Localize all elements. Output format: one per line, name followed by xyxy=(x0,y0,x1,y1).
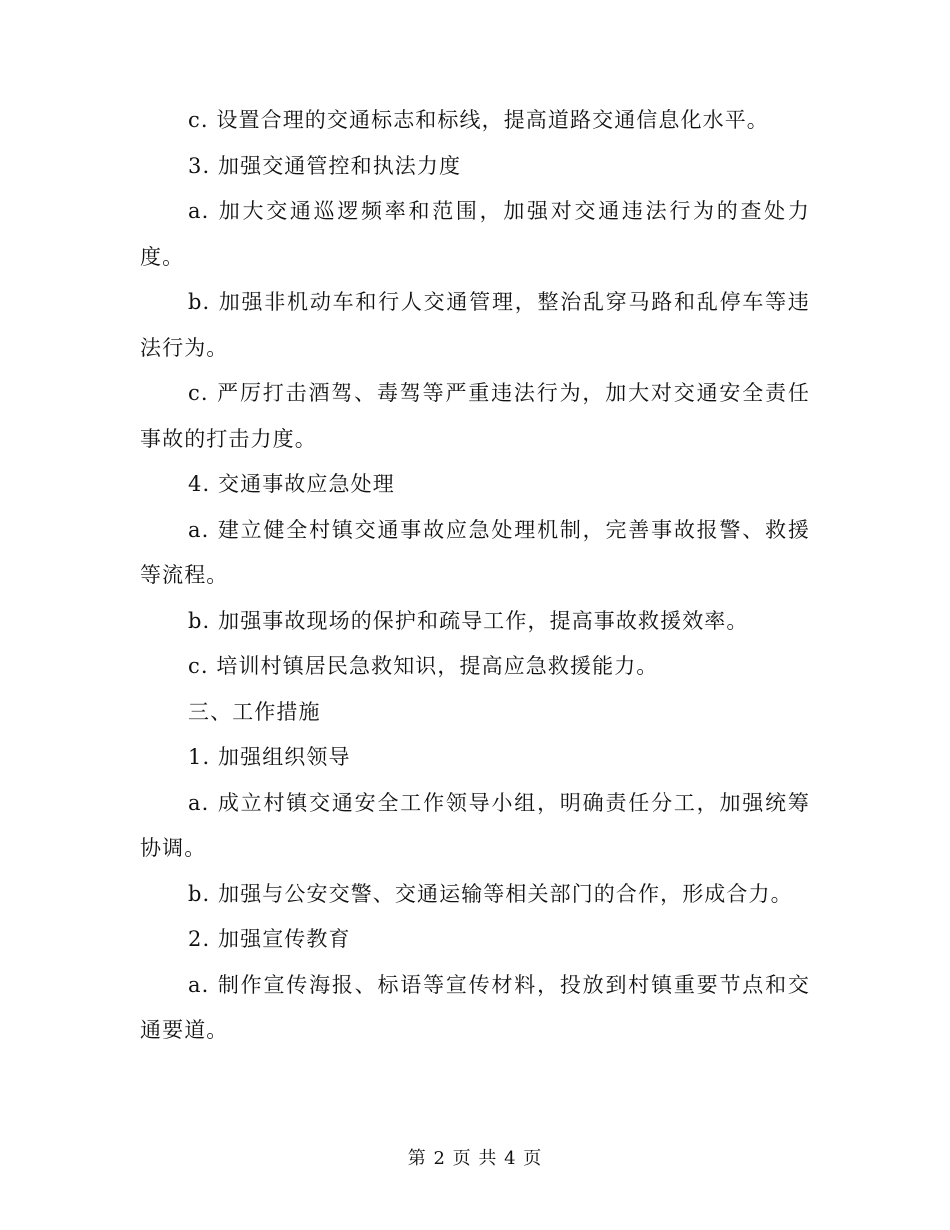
paragraph-a-posters: a. 制作宣传海报、标语等宣传材料，投放到村镇重要节点和交通要道。 xyxy=(140,972,810,1042)
paragraph-c-traffic-signs: c. 设置合理的交通标志和标线，提高道路交通信息化水平。 xyxy=(188,108,769,132)
paragraph-b-department-cooperation: b. 加强与公安交警、交通运输等相关部门的合作，形成合力。 xyxy=(188,881,793,906)
paragraph-b-scene-protection: b. 加强事故现场的保护和疏导工作，提高事故救援效率。 xyxy=(188,608,749,633)
heading-4-emergency-response: 4. 交通事故应急处理 xyxy=(188,472,395,496)
document-body xyxy=(140,98,810,1054)
paragraph-b-pedestrian-management: b. 加强非机动车和行人交通管理，整治乱穿马路和乱停车等违法行为。 xyxy=(140,290,810,360)
heading-1-leadership: 1. 加强组织领导 xyxy=(188,745,351,769)
paragraph-a-patrol: a. 加大交通巡逻频率和范围，加强对交通违法行为的查处力度。 xyxy=(140,199,810,269)
page-number-footer: 第 2 页 共 4 页 xyxy=(407,1148,543,1169)
paragraph-a-leading-group: a. 成立村镇交通安全工作领导小组，明确责任分工，加强统筹协调。 xyxy=(140,790,810,860)
paragraph-c-drunk-driving: c. 严厉打击酒驾、毒驾等严重违法行为，加大对交通安全责任事故的打击力度。 xyxy=(140,381,810,451)
paragraph-a-emergency-mechanism: a. 建立健全村镇交通事故应急处理机制，完善事故报警、救援等流程。 xyxy=(140,517,810,587)
paragraph-c-first-aid-training: c. 培训村镇居民急救知识，提高应急救援能力。 xyxy=(188,654,659,678)
section-heading-work-measures: 三、工作措施 xyxy=(188,699,321,724)
heading-2-publicity-education: 2. 加强宣传教育 xyxy=(188,927,351,951)
heading-3-enforcement: 3. 加强交通管控和执法力度 xyxy=(188,153,462,178)
